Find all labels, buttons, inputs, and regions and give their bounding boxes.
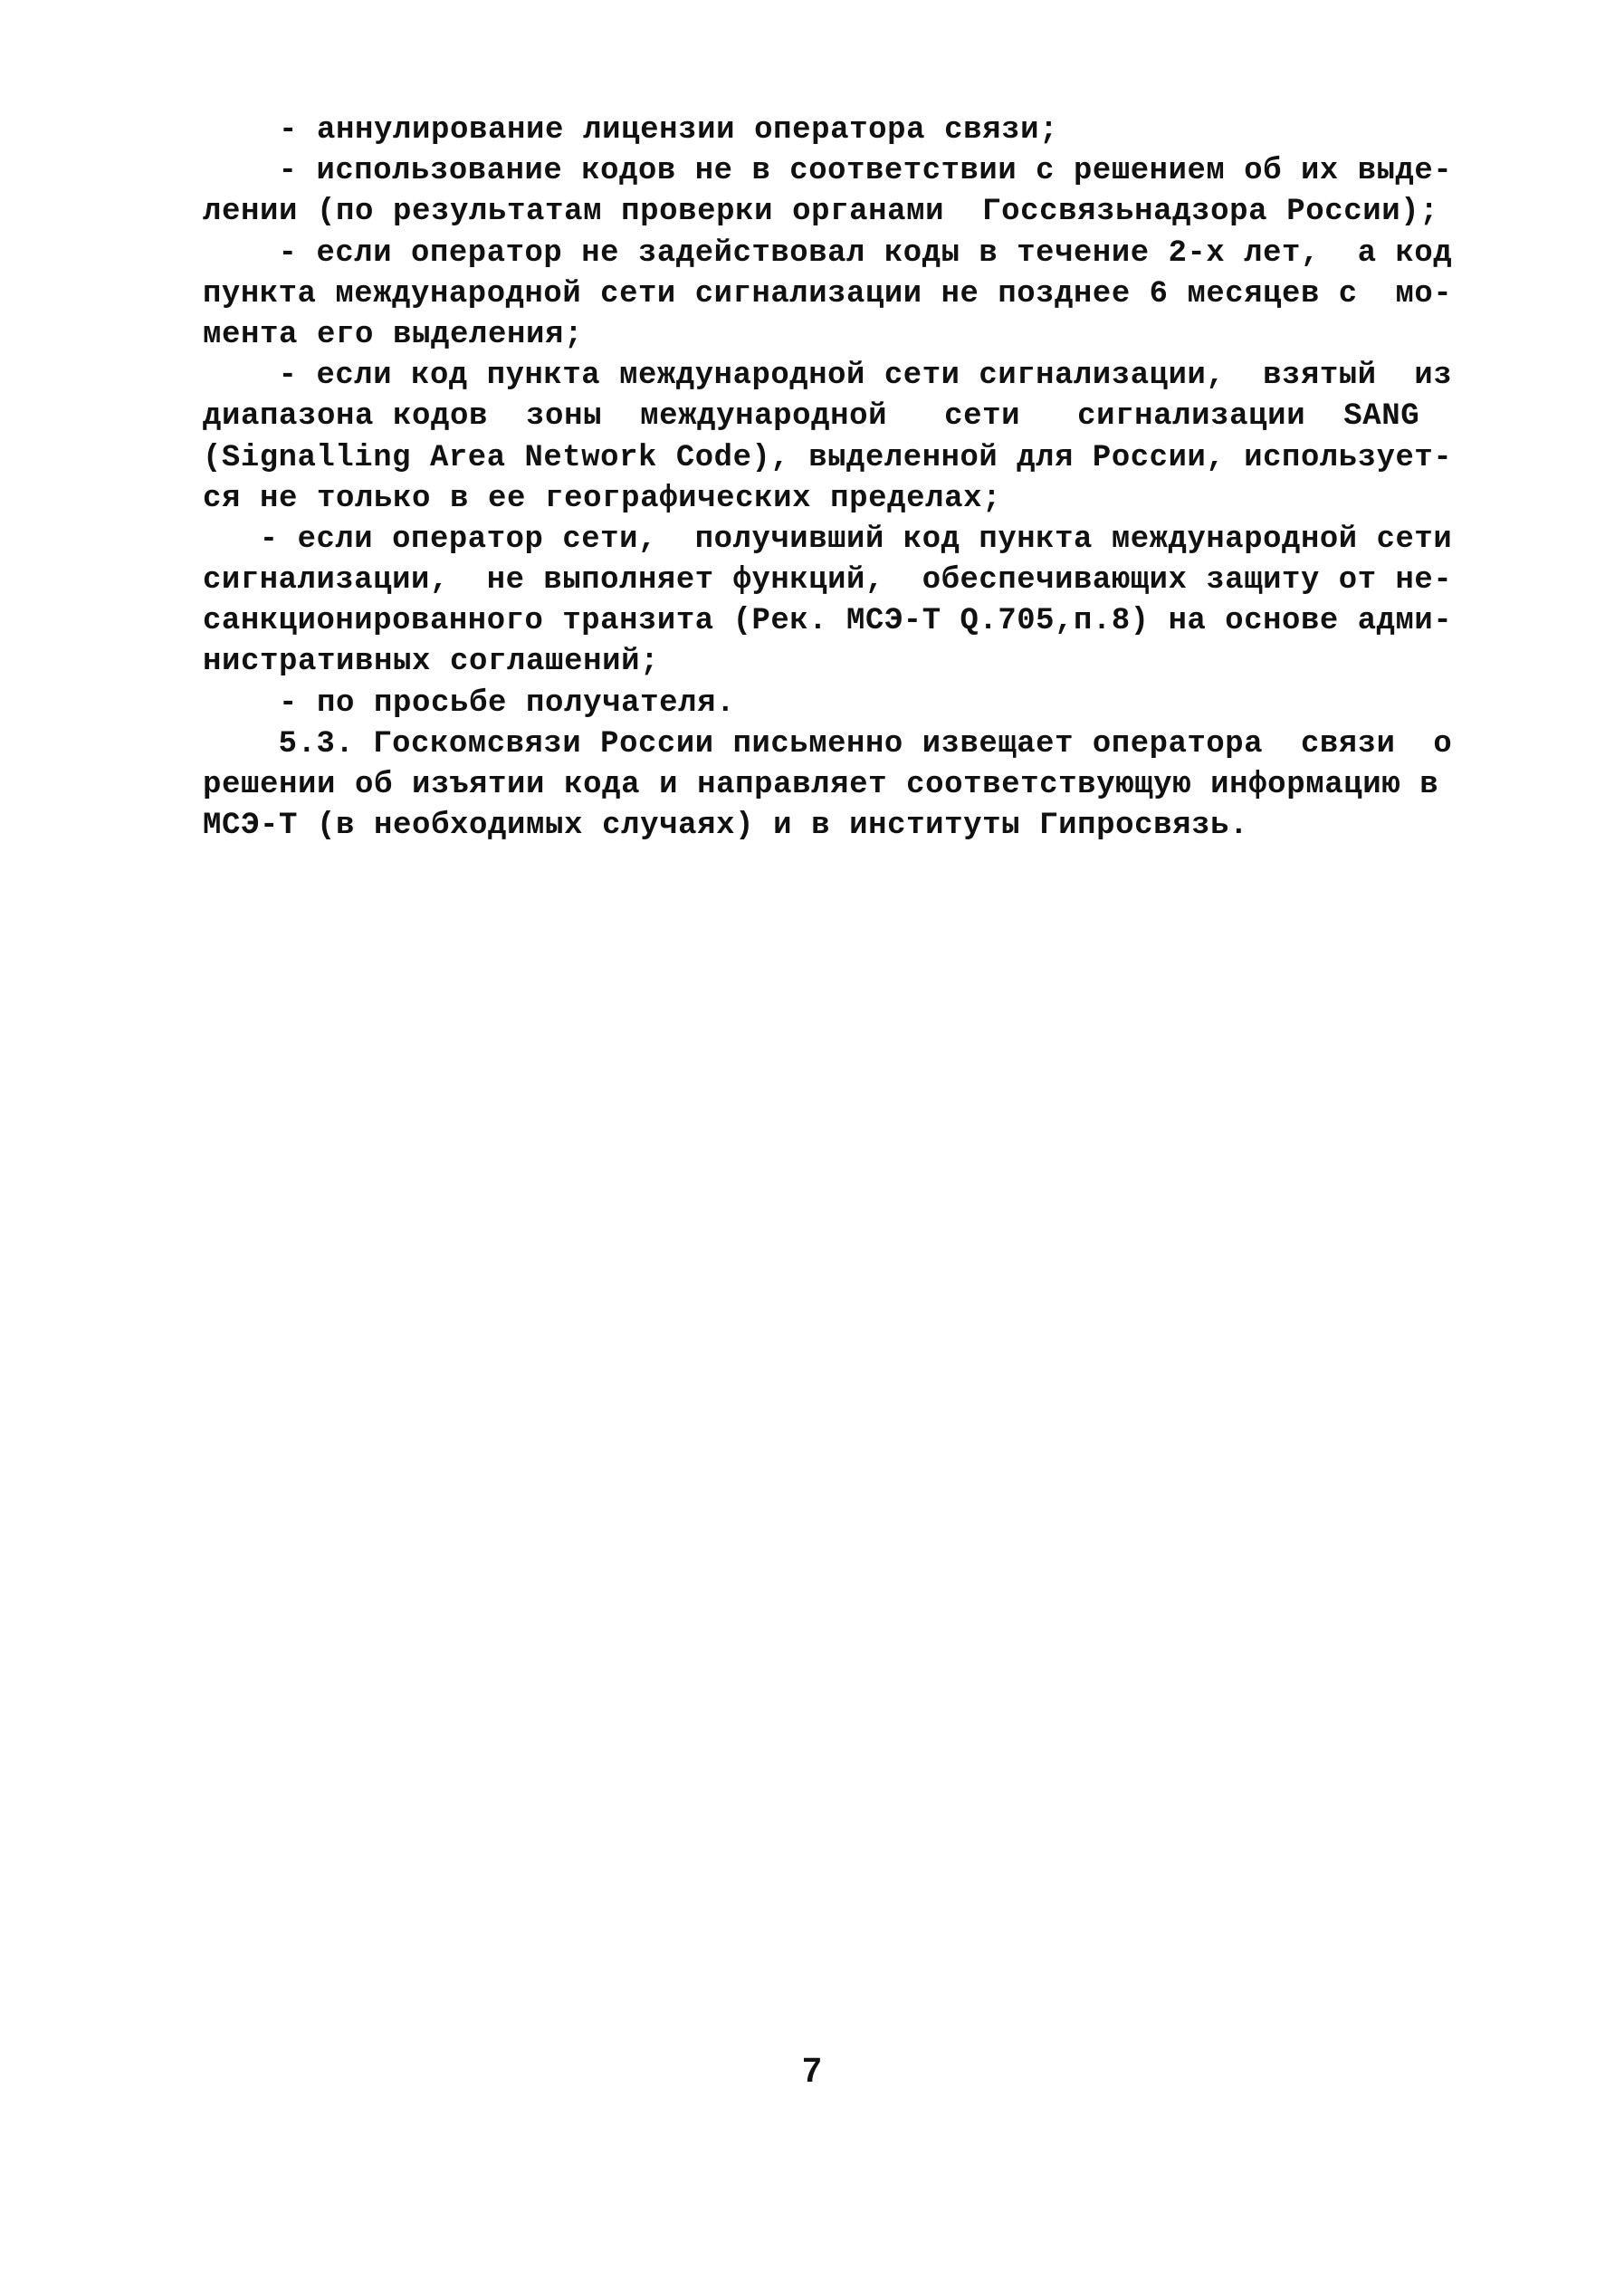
text-line: (Signalling Area Network Code), выделенной для России, используeт-: [203, 440, 1453, 475]
text-line: МСЭ-Т (в необходимых случаях) и в институты Гипросвязь.: [203, 809, 1249, 844]
text-line: мента его выделения;: [203, 317, 584, 352]
text-line: сигнализации, не выполняет функций, обеспечивающих защиту от не-: [203, 563, 1453, 599]
text-line: решении об изъятии кода и направляет соответствующую информацию в: [203, 768, 1439, 802]
text-line: - если оператор сети, получивший код пункта международной сети: [203, 522, 1453, 557]
text-line: пункта международной сети сигнализации не позднее 6 месяцев с мо-: [203, 276, 1453, 311]
text-line: ся не только в ее географических пределах;: [203, 481, 1002, 516]
text-line: - по просьбе получателя.: [203, 685, 736, 721]
text-line: - использование кодов не в соответствии с решением об их выде-: [203, 154, 1453, 189]
text-line: санкционированного транзита (Рек. МСЭ-Т Q.705,п.8) на основе адми-: [203, 604, 1453, 639]
text-line: - если код пункта международной сети сигнализации, взятый из: [203, 359, 1453, 394]
page-number: 7: [802, 2052, 822, 2090]
body-text: [203, 110, 1452, 847]
text-line: лении (по результатам проверки органами Госсвязьнадзора России);: [203, 195, 1439, 230]
text-line: - аннулирование лицензии оператора связи;: [203, 113, 1059, 148]
text-line: диапазона кодов зоны международной сети сигнализации SANG: [203, 399, 1420, 435]
text-line: 5.3. Госкомсвязи России письменно извещает оператора связи о: [203, 726, 1453, 761]
text-line: - если оператор не задействовал коды в течение 2-х лет, а код: [203, 235, 1453, 271]
text-line: нистративных соглашений;: [203, 645, 660, 680]
